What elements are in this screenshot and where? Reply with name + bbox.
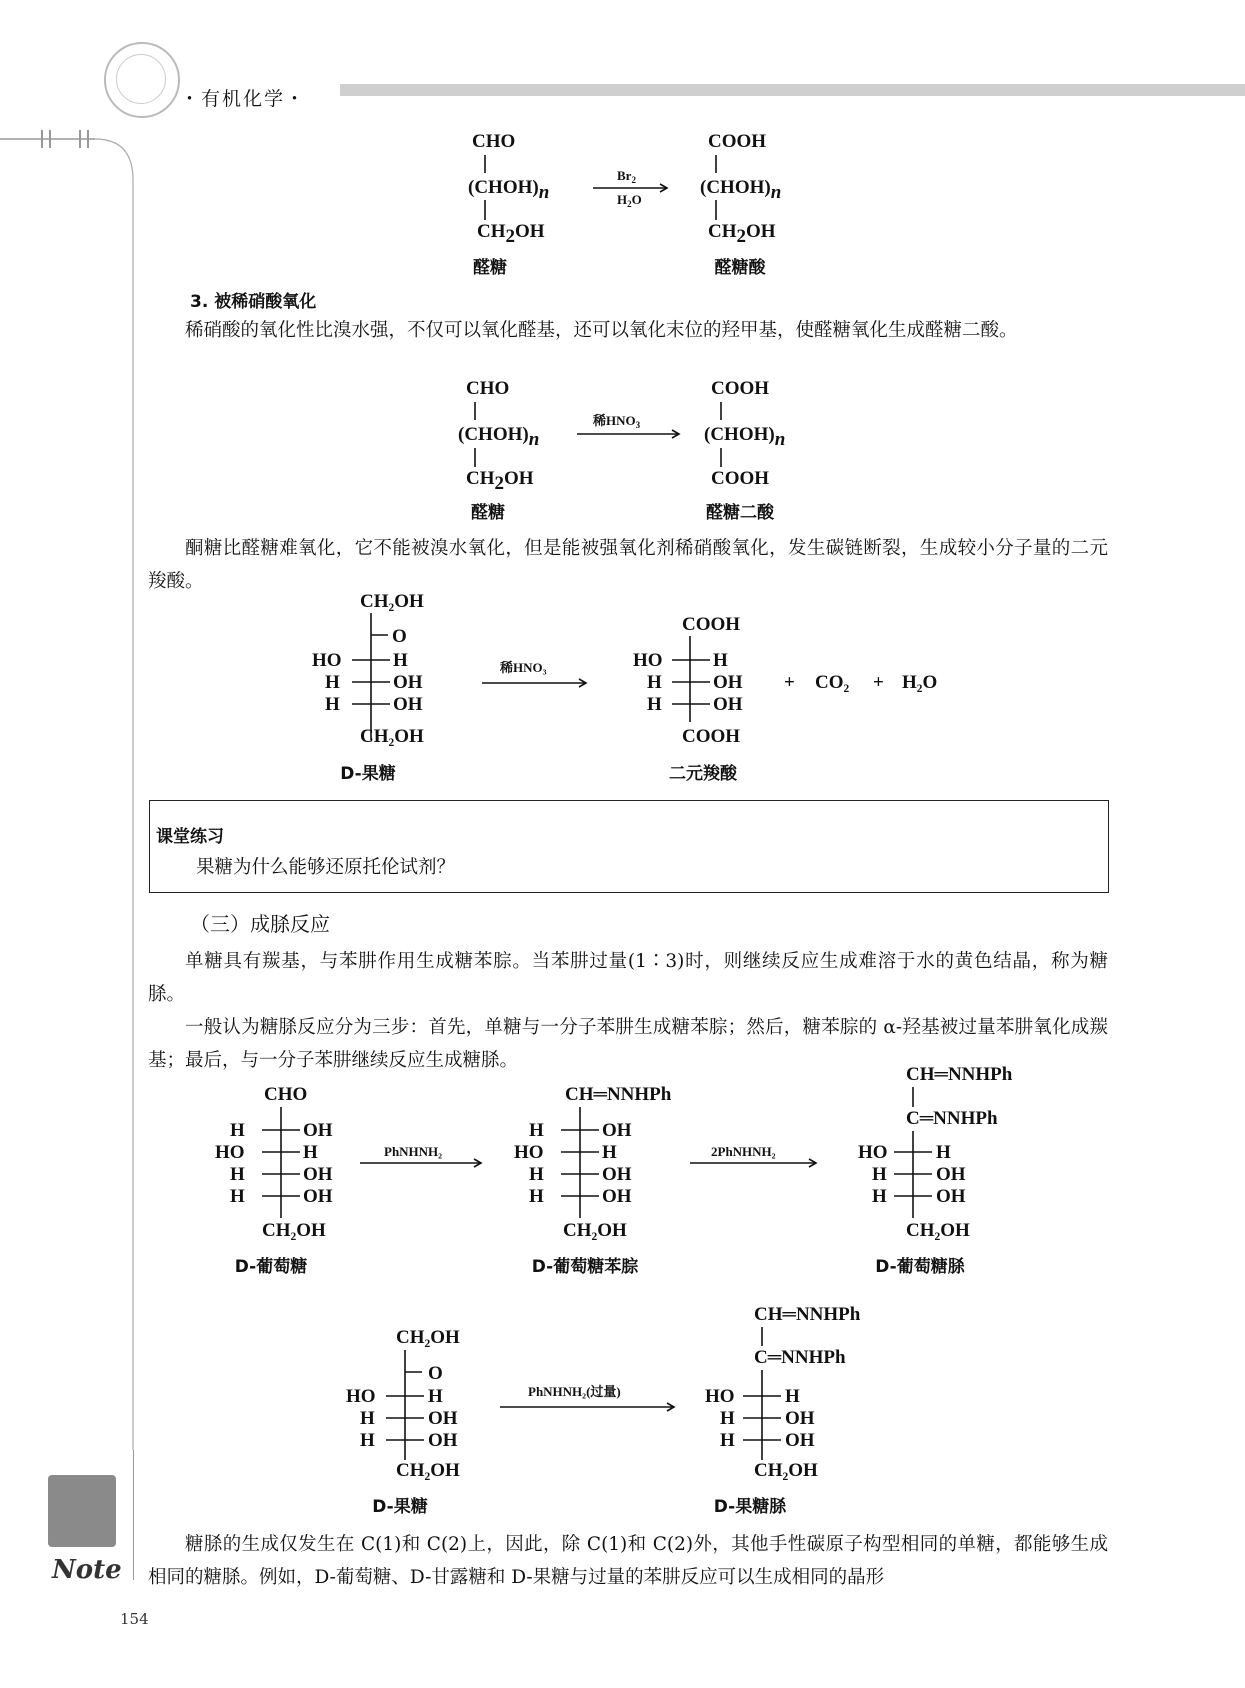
s3-ketone-o: O: [392, 626, 407, 647]
s3-bottom-ch2oh: CH₂OH: [360, 726, 424, 747]
s1-reagent-h2o: $H_2O$: [617, 192, 642, 209]
s4-osazone-ch2oh: CH₂OH: [906, 1220, 970, 1241]
note-notebook-icon: [48, 1475, 116, 1547]
s1-right-cooh: COOH: [708, 131, 767, 152]
s3-label-fructose: D-果糖: [340, 764, 396, 784]
s4-o-r3-r: OH: [936, 1186, 966, 1207]
s3-right-row3-right: OH: [713, 694, 743, 715]
s4-g-r3-r: OH: [303, 1164, 333, 1185]
s1-right-chohn: (CHOH)n: [700, 177, 782, 203]
s5-r1-l: HO: [346, 1386, 376, 1407]
paragraph-ketose: 酮糖比醛糖难氧化，它不能被溴水氧化，但是能被强氧化剂稀硝酸氧化，发生碳链断裂，生成较小分子量的二元羧酸。: [148, 538, 1108, 592]
s3-row1-right: H: [393, 650, 408, 671]
s3-right-row2-right: OH: [713, 672, 743, 693]
s4-h-r4-l: H: [529, 1186, 544, 1207]
exercise-box: [149, 800, 1109, 893]
s1-reagent-br2: $Br_2$: [617, 168, 636, 185]
s5-o-r2-r: OH: [785, 1408, 815, 1429]
running-header-title: ・有机化学・: [180, 88, 307, 110]
paragraph-nitric-acid: 稀硝酸的氧化性比溴水强，不仅可以氧化醛基，还可以氧化末位的羟甲基，使醛糖氧化生成醛糖二酸。: [185, 320, 1018, 341]
s4-glucose-ch2oh: CH₂OH: [262, 1220, 326, 1241]
s3-co2: CO₂: [815, 672, 850, 693]
s5-o-r1-l: HO: [705, 1386, 735, 1407]
s3-top-ch2oh: CH₂OH: [360, 591, 424, 612]
s4-o-r1-l: HO: [858, 1142, 888, 1163]
s4-reagent2: 2PhNHNH₂: [711, 1144, 776, 1159]
s4-g-r3-l: H: [230, 1164, 245, 1185]
s5-o-r1-r: H: [785, 1386, 800, 1407]
s2-right-chohn: (CHOH)n: [704, 424, 786, 450]
s3-label-dicarboxylic-acid: 二元羧酸: [669, 764, 737, 784]
page-number: 154: [120, 1610, 149, 1628]
s3-row2-right: OH: [393, 672, 423, 693]
scheme-3-fructose-oxidation: [312, 591, 937, 784]
s3-right-bottom: COOH: [682, 726, 741, 747]
s2-label-aldaric-acid: 醛糖二酸: [706, 503, 774, 523]
s5-r2-l: H: [360, 1408, 375, 1429]
s4-o-r1-r: H: [936, 1142, 951, 1163]
s4-label-hydrazone: D-葡萄糖苯腙: [531, 1257, 639, 1277]
s5-r2-r: OH: [428, 1408, 458, 1429]
s3-row1-left: HO: [312, 650, 342, 671]
s1-label-aldose: 醛糖: [473, 258, 507, 278]
s4-g-r1-r: OH: [303, 1120, 333, 1141]
s2-left-chohn: (CHOH)n: [458, 424, 540, 450]
section-heading-osazone: （三）成脎反应: [190, 912, 330, 936]
margin-rule: [133, 1450, 134, 1580]
scheme-1-aldose-to-aldonic-acid: [468, 131, 781, 278]
s2-right-cooh: COOH: [711, 378, 770, 399]
s5-osazone-top2: C═NNHPh: [754, 1347, 846, 1368]
s3-row2-left: H: [325, 672, 340, 693]
s5-osazone-top1: CH═NNHPh: [754, 1304, 861, 1325]
s3-reagent: 稀HNO₃: [500, 660, 547, 675]
section-heading-nitric-oxidation: 3. 被稀硝酸氧化: [190, 292, 317, 312]
s3-right-row3-left: H: [647, 694, 662, 715]
s5-label-fructose: D-果糖: [372, 1497, 428, 1517]
s5-o-r2-l: H: [720, 1408, 735, 1429]
s4-label-glucose: D-葡萄糖: [234, 1257, 308, 1277]
s4-g-r1-l: H: [230, 1120, 245, 1141]
s1-left-ch2oh: CH2OH: [477, 221, 545, 247]
s4-h-r1-l: H: [529, 1120, 544, 1141]
s5-label-osazone: D-果糖脎: [713, 1497, 787, 1517]
s4-reagent1: PhNHNH₂: [384, 1144, 443, 1159]
s5-r3-l: H: [360, 1430, 375, 1451]
s4-g-r2-l: HO: [215, 1142, 245, 1163]
paragraph-osazone-steps: 一般认为糖脎反应分为三步：首先，单糖与一分子苯肼生成糖苯腙；然后，糖苯腙的 α-羟基被过量苯肼氧化成羰基；最后，与一分子苯肼继续反应生成糖脎。: [148, 1017, 1108, 1071]
exercise-question: 果糖为什么能够还原托伦试剂？: [196, 857, 456, 878]
s4-g-r4-l: H: [230, 1186, 245, 1207]
s4-o-r3-l: H: [872, 1186, 887, 1207]
s2-label-aldose: 醛糖: [471, 503, 505, 523]
s3-right-row1-left: HO: [633, 650, 663, 671]
s4-h-r4-r: OH: [602, 1186, 632, 1207]
s5-o-r3-l: H: [720, 1430, 735, 1451]
s3-plus-2: +: [873, 672, 884, 693]
scheme-4-glucose-osazone: [215, 1064, 1013, 1277]
s3-row3-right: OH: [393, 694, 423, 715]
s5-reagent: PhNHNH₂(过量): [528, 1384, 621, 1399]
s2-reagent: 稀$HNO_3$: [593, 413, 641, 430]
s3-right-top: COOH: [682, 614, 741, 635]
note-label: Note: [52, 1555, 122, 1585]
s2-left-ch2oh: CH2OH: [466, 468, 534, 494]
s5-r1-r: H: [428, 1386, 443, 1407]
exercise-title: 课堂练习: [156, 827, 224, 847]
s3-right-row1-right: H: [713, 650, 728, 671]
s4-glucose-cho: CHO: [264, 1084, 308, 1105]
s4-h-r2-l: HO: [514, 1142, 544, 1163]
paragraph-osazone-intro: 单糖具有羰基，与苯肼作用生成糖苯腙。当苯肼过量(1∶3)时，则继续反应生成难溶于水的黄色结晶，称为糖脎。: [148, 951, 1108, 1005]
s4-label-osazone: D-葡萄糖脎: [875, 1257, 965, 1277]
s3-row3-left: H: [325, 694, 340, 715]
s2-left-cho: CHO: [466, 378, 510, 399]
s2-right-cooh-bottom: COOH: [711, 468, 770, 489]
s3-h2o: H₂O: [902, 672, 938, 693]
s4-g-r4-r: OH: [303, 1186, 333, 1207]
s4-o-r2-r: OH: [936, 1164, 966, 1185]
s5-top: CH₂OH: [396, 1327, 460, 1348]
s5-o: O: [428, 1363, 443, 1384]
s4-h-r3-l: H: [529, 1164, 544, 1185]
s4-g-r2-r: H: [303, 1142, 318, 1163]
s1-left-chohn: (CHOH)n: [468, 177, 550, 203]
s5-osazone-bottom: CH₂OH: [754, 1460, 818, 1481]
s5-bottom: CH₂OH: [396, 1460, 460, 1481]
s4-h-r2-r: H: [602, 1142, 617, 1163]
s4-osazone-top2: C═NNHPh: [906, 1108, 998, 1129]
s4-h-r3-r: OH: [602, 1164, 632, 1185]
paragraph-osazone-conclusion: 糖脎的生成仅发生在 C(1)和 C(2)上，因此，除 C(1)和 C(2)外，其他手性碳原子构型相同的单糖，都能够生成相同的糖脎。例如，D-葡萄糖、D-甘露糖和 D-果糖与过量的苯肼反应可以生成相同的晶形: [148, 1534, 1108, 1588]
s4-h-r1-r: OH: [602, 1120, 632, 1141]
s4-hydrazone-top: CH═NNHPh: [565, 1084, 672, 1105]
s4-hydrazone-ch2oh: CH₂OH: [563, 1220, 627, 1241]
s4-osazone-top1: CH═NNHPh: [906, 1064, 1013, 1085]
s4-o-r2-l: H: [872, 1164, 887, 1185]
s1-label-aldonic-acid: 醛糖酸: [714, 258, 766, 278]
s3-plus-1: +: [784, 672, 795, 693]
s1-right-ch2oh: CH2OH: [708, 221, 776, 247]
s1-left-cho: CHO: [472, 131, 516, 152]
scheme-5-fructose-osazone: [346, 1304, 861, 1517]
s3-right-row2-left: H: [647, 672, 662, 693]
s5-r3-r: OH: [428, 1430, 458, 1451]
scheme-2-aldose-to-aldaric-acid: [458, 378, 785, 523]
s5-o-r3-r: OH: [785, 1430, 815, 1451]
